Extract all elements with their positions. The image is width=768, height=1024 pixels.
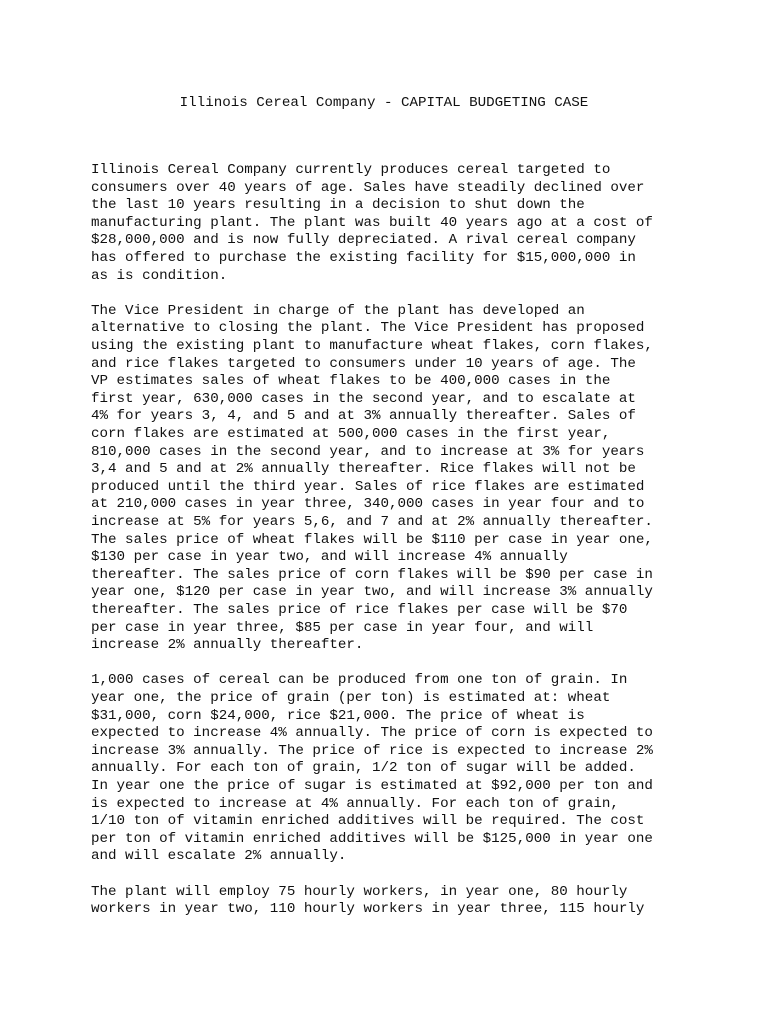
paragraph-line: at 210,000 cases in year three, 340,000 cases in year four and to (91, 496, 645, 513)
paragraph-line: produced until the third year. Sales of rice flakes are estimated (91, 478, 645, 495)
paragraph-line: year one, the price of grain (per ton) is estimated at: wheat (91, 690, 611, 706)
paragraph-line: 1,000 cases of cereal can be produced from one ton of grain. In (91, 672, 628, 689)
paragraph-line: expected to increase 4% annually. The price of corn is expected to (91, 725, 653, 742)
paragraph-line: The Vice President in charge of the plant has developed an (91, 302, 585, 319)
paragraph-line: Illinois Cereal Company currently produces cereal targeted to (91, 162, 611, 178)
paragraph-line: alternative to closing the plant. The Vice President has proposed (91, 320, 645, 337)
paragraph-line: The plant will employ 75 hourly workers, in year one, 80 hourly (91, 883, 628, 900)
paragraph-line: and rice flakes targeted to consumers under 10 years of age. The (91, 355, 636, 372)
paragraph-line: increase 3% annually. The price of rice is expected to increase 2% (91, 742, 653, 759)
paragraph-line: corn flakes are estimated at 500,000 cases in the first year, (91, 426, 611, 442)
paragraph-line: increase 2% annually thereafter. (91, 637, 364, 654)
paragraph-line: has offered to purchase the existing facility for $15,000,000 in (91, 250, 636, 266)
paragraph-line: first year, 630,000 cases in the second year, and to escalate at (91, 390, 636, 407)
paragraph-line: per ton of vitamin enriched additives will be $125,000 in year one (91, 830, 653, 847)
paragraph-line: The sales price of wheat flakes will be $110 per case in year one, (91, 531, 653, 548)
paragraph-line: using the existing plant to manufacture wheat flakes, corn flakes, (91, 338, 653, 354)
paragraph-line: and will escalate 2% annually. (91, 848, 347, 865)
paragraph-line: as is condition. (91, 267, 228, 284)
paragraph-line: thereafter. The sales price of rice flakes per case will be $70 (91, 602, 628, 618)
paragraph-line: thereafter. The sales price of corn flakes will be $90 per case in (91, 566, 653, 583)
paragraph-line: per case in year three, $85 per case in year four, and will (91, 619, 594, 636)
paragraph-line: VP estimates sales of wheat flakes to be 400,000 cases in the (91, 373, 611, 390)
paragraph-line: annually. For each ton of grain, 1/2 ton of sugar will be added. (91, 760, 636, 777)
paragraph-line: is expected to increase at 4% annually. For each ton of grain, (91, 795, 619, 812)
document-title: Illinois Cereal Company - CAPITAL BUDGETING CASE (179, 95, 589, 111)
paragraph-line: workers in year two, 110 hourly workers in year three, 115 hourly (91, 901, 645, 918)
paragraph-line: $31,000, corn $24,000, rice $21,000. The price of wheat is (91, 707, 585, 724)
paragraph-line: increase at 5% for years 5,6, and 7 and at 2% annually thereafter. (91, 514, 653, 530)
paragraph-line: the last 10 years resulting in a decision to shut down the (91, 197, 585, 214)
paragraph-line: In year one the price of sugar is estimated at $92,000 per ton and (91, 778, 653, 794)
paragraph-line: $28,000,000 and is now fully depreciated. A rival cereal company (91, 232, 636, 249)
paragraph-line: 1/10 ton of vitamin enriched additives will be required. The cost (91, 813, 645, 830)
paragraph-line: manufacturing plant. The plant was built 40 years ago at a cost of (91, 214, 653, 231)
paragraph-line: $130 per case in year two, and will increase 4% annually (91, 549, 568, 566)
paragraph-line: 810,000 cases in the second year, and to increase at 3% for years (91, 443, 645, 460)
paragraph-line: year one, $120 per case in year two, and will increase 3% annually (91, 584, 653, 601)
paragraph-line: 4% for years 3, 4, and 5 and at 3% annually thereafter. Sales of (91, 408, 636, 425)
paragraph-line: 3,4 and 5 and at 2% annually thereafter. Rice flakes will not be (91, 461, 636, 478)
paragraph-line: consumers over 40 years of age. Sales have steadily declined over (91, 179, 645, 196)
